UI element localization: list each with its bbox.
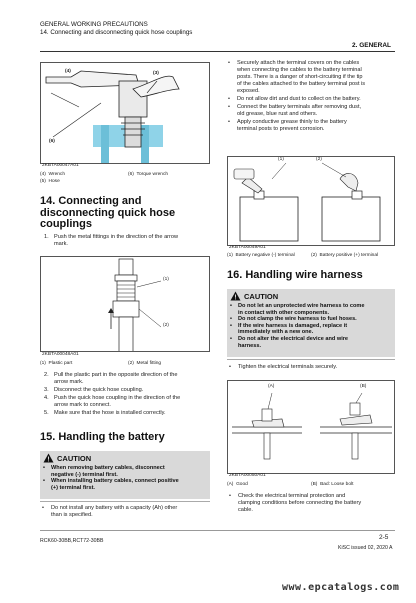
legend-item: (1) Plastic part	[40, 361, 73, 366]
caution-box-wire-harness	[227, 289, 395, 357]
step-3: 3. Disconnect the quick hose coupling.	[44, 387, 144, 393]
legend-item: (5) Hose	[40, 179, 60, 184]
section-16-title: 16. Handling wire harness	[227, 269, 363, 281]
callout-a: (A)	[268, 384, 275, 389]
divider	[40, 501, 210, 502]
bullet-terminal-covers: • Securely attach the terminal covers on the cables when connecting the cables to the battery terminal posts. There is a danger of short-circuiting if the tip of the cables attached to the battery terminal post is exposed.	[228, 60, 366, 94]
caution-heading: CAUTION	[40, 451, 210, 465]
caution-item: • When installing battery cables, connect positive (+) terminal first.	[43, 478, 179, 491]
caution-heading: CAUTION	[227, 289, 395, 303]
figure-quick-coupling	[40, 256, 210, 352]
bullet-dirt-dust: • Do not allow dirt and dust to collect on the battery.	[228, 96, 361, 102]
bullet-conductive-grease: • Apply conductive grease thinly to the battery terminal posts to prevent corrosion.	[228, 119, 347, 132]
warning-triangle-icon	[230, 291, 241, 301]
page-number: 2-5	[379, 534, 389, 541]
callout-3: (3)	[153, 71, 159, 76]
quick-coupling-illustration	[41, 257, 210, 352]
terminal-tightening-illustration	[228, 381, 395, 474]
watermark-text: www.epcatalogs.com	[282, 582, 400, 593]
divider	[227, 359, 395, 360]
callout-1: (1)	[163, 277, 169, 282]
section-14-title: 14. Connecting and disconnecting quick hose couplings	[40, 195, 176, 230]
header-section-label: GENERAL WORKING PRECAUTIONS	[40, 21, 148, 28]
legend-item: (1) Battery negative (-) terminal	[227, 253, 295, 258]
callout-4: (4)	[65, 69, 71, 74]
callout-b: (B)	[360, 384, 367, 389]
callout-1: (1)	[278, 157, 284, 162]
step-5: 5. Make sure that the hose is installed correctly.	[44, 410, 166, 416]
footer-model: RCK60-30BB,RCT72-30BB	[40, 538, 104, 544]
legend-item: (6) Torque wrench	[128, 172, 169, 177]
header-chapter: 2. GENERAL	[352, 42, 392, 49]
figure-code: 2KBTA00047A01	[42, 163, 79, 168]
step-1: 1. Push the metal fittings in the direction of the arrow mark.	[44, 234, 179, 247]
header-rule	[40, 51, 395, 52]
caution-item: • When removing battery cables, disconnect negative (-) terminal first.	[43, 465, 165, 478]
bullet-check-protection: • Check the electrical terminal protection and clamping conditions before connecting the battery cable.	[229, 493, 362, 513]
caution-item: • Do not let an unprotected wire harness to come in contact with other components.	[230, 303, 365, 316]
callout-6: (6)	[49, 139, 55, 144]
footer-edition: KiSC issued 02, 2020 A	[338, 545, 393, 551]
figure-code: 2KBTA00050A01	[229, 473, 266, 478]
legend-item: (4) Wrench	[40, 172, 65, 177]
header-topic-title: 14. Connecting and disconnecting quick hose couplings	[40, 29, 193, 36]
legend-item: (B) Bad: Loose bolt	[311, 482, 354, 487]
figure-code: 2KBTA00048A01	[42, 352, 79, 357]
battery-terminals-illustration	[228, 157, 395, 246]
wrench-hose-illustration	[41, 63, 210, 164]
bullet-tighten-terminals: • Tighten the electrical terminals securely.	[229, 364, 338, 370]
legend-item: (2) Battery positive (+) terminal	[311, 253, 379, 258]
bullet-connect-terminals: • Connect the battery terminals after removing dust, old grease, blue rust and others.	[228, 104, 362, 117]
legend-item: (2) Metal fitting	[128, 361, 162, 366]
figure-battery-terminals	[227, 156, 395, 246]
figure-wrench-hose	[40, 62, 210, 164]
step-2: 2. Pull the plastic part in the opposite direction of the arrow mark.	[44, 372, 178, 385]
callout-2: (2)	[163, 323, 169, 328]
section-15-title: 15. Handling the battery	[40, 431, 165, 443]
warning-triangle-icon	[43, 453, 54, 463]
caution-box-battery	[40, 451, 210, 499]
caution-item: • Do not clamp the wire harness to fuel hoses.	[230, 316, 357, 323]
legend-item: (A) Good	[227, 482, 248, 487]
step-4: 4. Push the quick hose coupling in the direction of the arrow mark to connect.	[44, 395, 181, 408]
figure-code: 2KBTA00049A01	[229, 245, 266, 250]
caution-item: • If the wire harness is damaged, replace it immediately with a new one.	[230, 322, 348, 336]
bullet-battery-capacity: • Do not install any battery with a capacity (Ah) other than is specified.	[42, 505, 178, 518]
caution-item: • Do not alter the electrical device and wire harness.	[230, 335, 349, 349]
callout-2: (2)	[316, 157, 322, 162]
figure-terminal-tightening	[227, 380, 395, 474]
footer-rule	[40, 530, 395, 531]
